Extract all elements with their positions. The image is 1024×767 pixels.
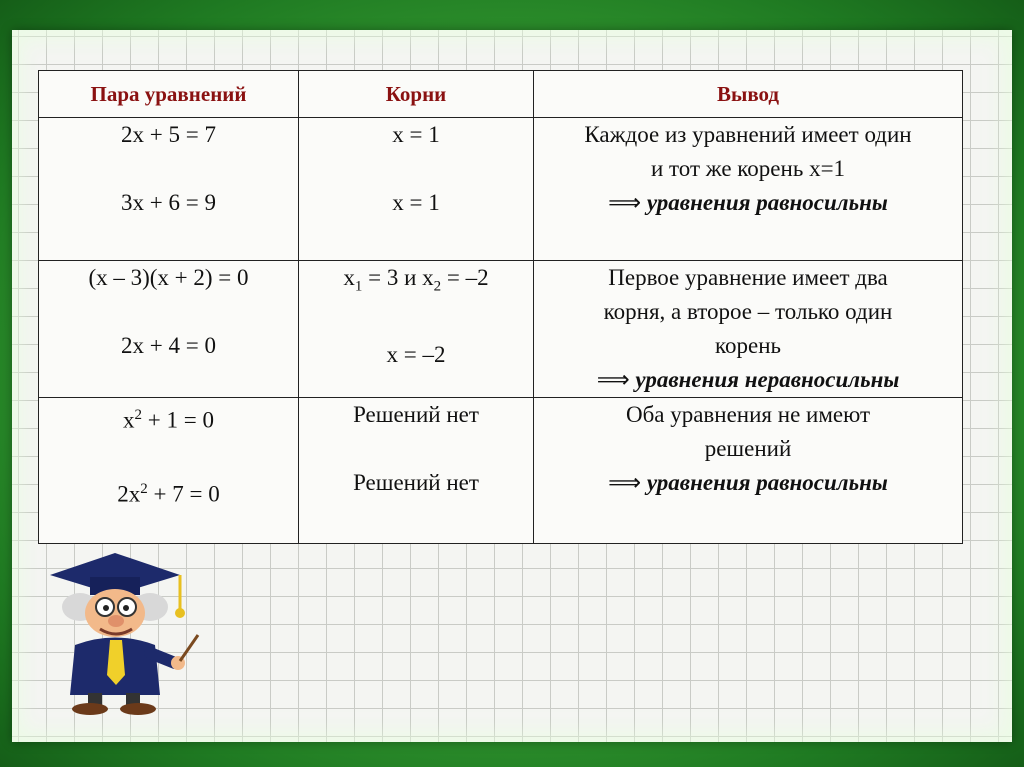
header-roots: Корни [299,71,534,118]
equation-pair-cell [39,261,299,398]
conclusion-cell [534,118,963,261]
table-row [39,118,963,261]
conclusion-line: Первое уравнение имеет два [608,265,888,290]
header-equation-pair: Пара уравнений [39,71,299,118]
conclusion-line: корень [714,333,781,358]
verdict-line [534,363,962,397]
table-row [39,261,963,398]
equation: 3x + 6 = 9 [121,190,216,215]
table-row [39,398,963,544]
header-conclusion: Вывод [534,71,963,118]
conclusion-line: Каждое из уравнений имеет один [584,122,912,147]
verdict-line [534,186,962,220]
equation: 2x + 5 = 7 [121,122,216,147]
roots-cell [299,261,534,398]
verdict-text: уравнения равносильны [646,470,888,495]
roots-cell [299,118,534,261]
root-value: x = 1 [392,190,440,215]
root-value: x = –2 [386,341,446,367]
equation: $2x^2 + 7 = 0$ [117,480,220,507]
equation: (x – 3)(x + 2) = 0 [88,265,249,290]
conclusion-line: решений [704,436,792,461]
conclusion-line: корня, а второе – только один [603,299,893,324]
implies-arrow-icon: ⟹ [608,190,642,215]
conclusion-line: Оба уравнения не имеют [625,402,871,427]
verdict-text: уравнения неравносильны [635,367,900,392]
root-value: x = 1 [392,122,440,147]
verdict-line [534,466,962,500]
verdict-text: уравнения равносильны [646,190,888,215]
implies-arrow-icon: ⟹ [608,470,642,495]
equation-pair-cell [39,118,299,261]
root-value: Решений нет [353,402,479,427]
conclusion-cell [534,398,963,544]
roots-cell [299,398,534,544]
equation: 2x + 4 = 0 [121,333,216,358]
professor-mascot-icon [30,535,200,715]
equation-pair-cell [39,398,299,544]
root-value: $x_1 = 3$ и $x_2 = -2$ [343,265,489,295]
equations-table [38,70,963,544]
implies-arrow-icon: ⟹ [596,367,630,392]
conclusion-cell [534,261,963,398]
table-header-row [39,71,963,118]
equation: $x^2 + 1 = 0$ [123,407,214,433]
root-value: Решений нет [353,470,479,495]
conclusion-line: и тот же корень x=1 [650,156,846,181]
